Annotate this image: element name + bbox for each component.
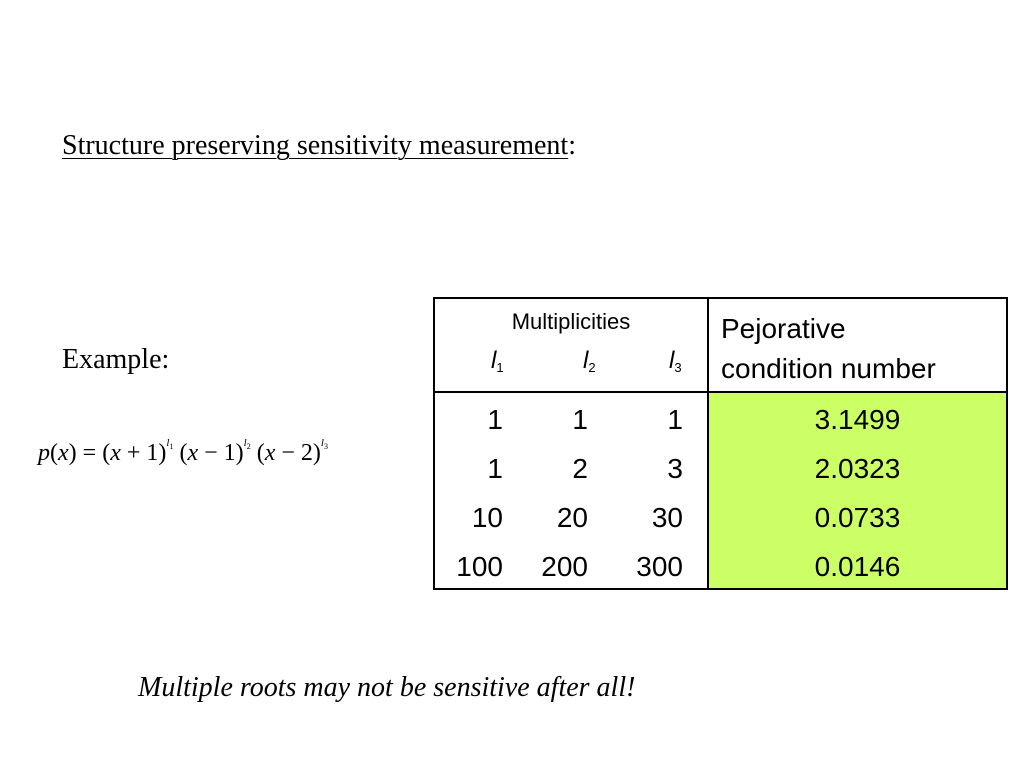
formula-factor2-rest: − 1) bbox=[198, 440, 244, 466]
table-cell-l1: 10 bbox=[471, 502, 503, 533]
slide-heading bbox=[62, 128, 576, 164]
table-cell-l3: 1 bbox=[667, 404, 683, 435]
exponent-letter: l bbox=[320, 437, 324, 449]
exponent-index: 3 bbox=[323, 442, 328, 451]
multiplicity-table bbox=[433, 297, 1008, 590]
table-cell-l1: 100 bbox=[456, 551, 503, 582]
formula-factor1-rest: + 1) bbox=[120, 440, 167, 466]
pejorative-header bbox=[721, 309, 936, 389]
polynomial-formula bbox=[38, 436, 328, 470]
table-cell-condition: 0.0733 bbox=[814, 502, 901, 533]
formula-factor3-var: x bbox=[264, 440, 276, 466]
l-letter: l bbox=[491, 347, 497, 374]
l-letter: l bbox=[583, 347, 589, 374]
table-cell-condition: 0.0146 bbox=[814, 551, 901, 582]
exponent-letter: l bbox=[243, 437, 247, 449]
l2-header bbox=[583, 347, 596, 382]
formula-lhs-close: ) bbox=[68, 440, 77, 466]
l-index: 2 bbox=[588, 360, 596, 375]
formula-factor2-var: x bbox=[187, 440, 199, 466]
l3-header bbox=[669, 347, 682, 382]
formula-factor3-open: ( bbox=[250, 440, 265, 466]
multiplicities-header: Multiplicities bbox=[511, 309, 631, 334]
heading-title: Structure preserving sensitivity measurement bbox=[62, 130, 569, 161]
table-cell-condition: 2.0323 bbox=[814, 453, 901, 484]
table-cell-l3: 300 bbox=[636, 551, 683, 582]
table-cell-l1: 1 bbox=[487, 404, 503, 435]
column-divider bbox=[707, 299, 709, 588]
formula-factor1-open: ( bbox=[102, 440, 111, 466]
header-divider bbox=[435, 391, 1006, 393]
l-letter: l bbox=[669, 347, 675, 374]
formula-lhs-var: x bbox=[58, 440, 69, 466]
exponent-index: 2 bbox=[246, 442, 251, 451]
l1-header bbox=[491, 347, 504, 382]
table-cell-l1: 1 bbox=[487, 453, 503, 484]
table-cell-l2: 200 bbox=[541, 551, 588, 582]
formula-factor2-open: ( bbox=[173, 440, 188, 466]
table-cell-l2: 20 bbox=[556, 502, 588, 533]
formula-equals: = bbox=[76, 440, 103, 466]
l-index: 1 bbox=[496, 360, 504, 375]
exponent-letter: l bbox=[166, 437, 170, 449]
table-cell-l3: 30 bbox=[651, 502, 683, 533]
table-cell-l2: 1 bbox=[572, 404, 588, 435]
closing-remark: Multiple roots may not be sensitive after all! bbox=[138, 672, 636, 703]
heading-colon: : bbox=[568, 130, 576, 161]
pejorative-header-line2: condition number bbox=[721, 353, 936, 384]
formula-exponent-3 bbox=[321, 437, 328, 449]
formula-factor1-var: x bbox=[110, 440, 121, 466]
formula-factor3-rest: − 2) bbox=[275, 440, 321, 466]
formula-exponent-2 bbox=[244, 437, 251, 449]
example-label: Example: bbox=[62, 344, 170, 375]
table-cell-l3: 3 bbox=[667, 453, 683, 484]
formula-lhs-open: ( bbox=[50, 440, 58, 466]
table-cell-condition: 3.1499 bbox=[814, 404, 901, 435]
l-index: 3 bbox=[674, 360, 682, 375]
table-cell-l2: 2 bbox=[572, 453, 588, 484]
exponent-index: 1 bbox=[169, 442, 174, 451]
formula-function-name: p bbox=[38, 440, 50, 466]
pejorative-header-line1: Pejorative bbox=[721, 313, 846, 344]
